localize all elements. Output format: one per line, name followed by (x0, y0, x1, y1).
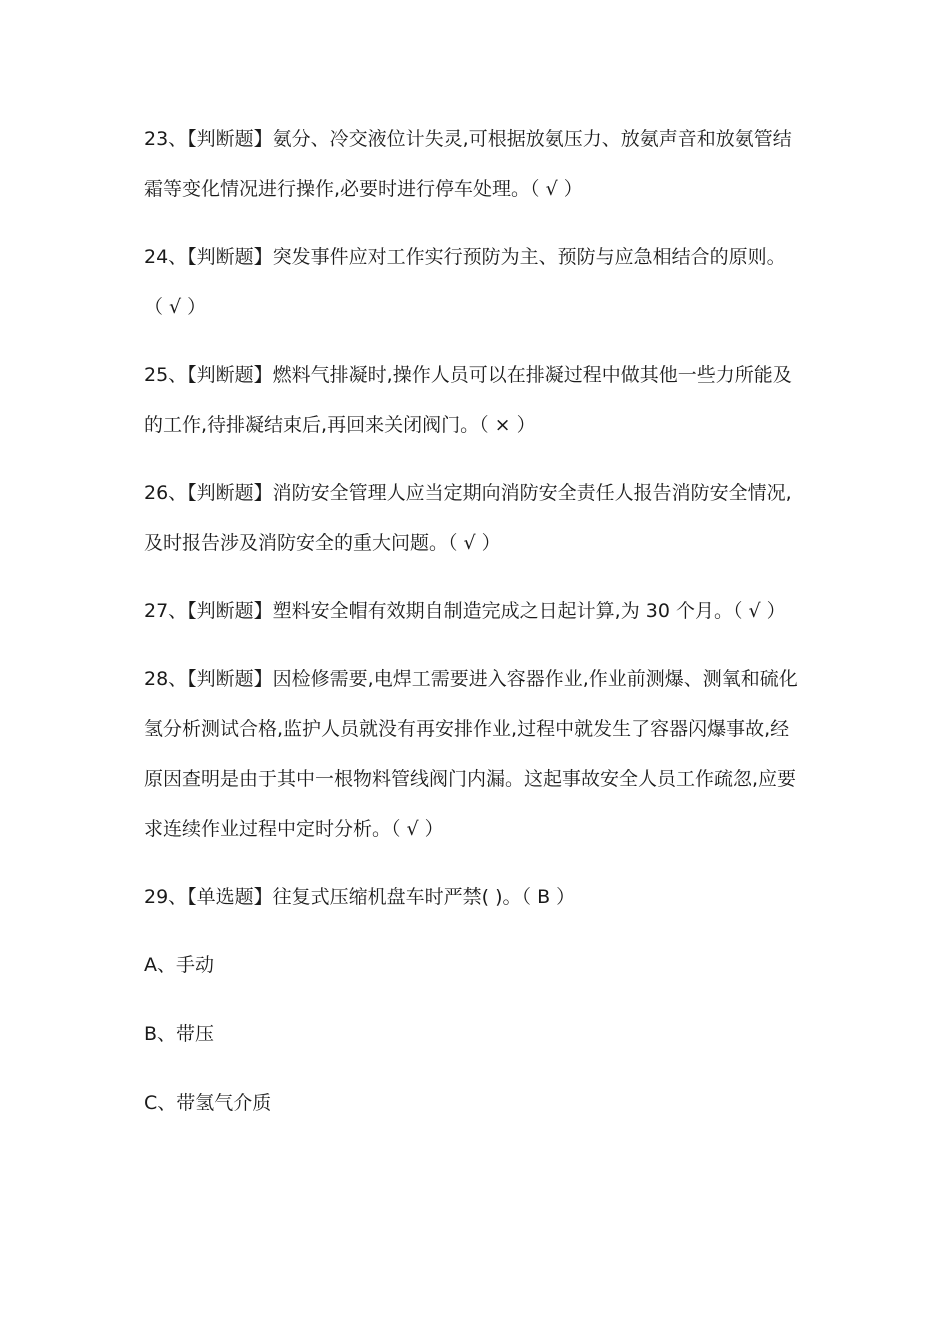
question-text-line: 的工作,待排凝结束后,再回来关闭阀门。（ × ） (144, 414, 536, 436)
question-28 (144, 654, 824, 854)
question-text-line: 23、【判断题】氨分、冷交液位计失灵,可根据放氨压力、放氨声音和放氨管结 (144, 128, 792, 150)
option-a: A、手动 (144, 954, 214, 976)
option-c: C、带氢气介质 (144, 1092, 272, 1114)
question-25 (144, 350, 824, 450)
question-text-line: 28、【判断题】因检修需要,电焊工需要进入容器作业,作业前测爆、测氧和硫化 (144, 668, 798, 690)
question-27 (144, 586, 824, 636)
question-text-line: 原因查明是由于其中一根物料管线阀门内漏。这起事故安全人员工作疏忽,应要 (144, 768, 797, 790)
question-26 (144, 468, 824, 568)
question-24 (144, 232, 824, 332)
question-text-line: （ √ ） (144, 296, 207, 318)
question-text-line: 25、【判断题】燃料气排凝时,操作人员可以在排凝过程中做其他一些力所能及 (144, 364, 792, 386)
question-text-line: 及时报告涉及消防安全的重大问题。（ √ ） (144, 532, 501, 554)
question-text-line: 29、【单选题】往复式压缩机盘车时严禁( )。（ B ） (144, 886, 576, 908)
question-text-line: 27、【判断题】塑料安全帽有效期自制造完成之日起计算,为 30 个月。（ √ ） (144, 600, 786, 622)
question-text-line: 霜等变化情况进行操作,必要时进行停车处理。（ √ ） (144, 178, 583, 200)
question-text-line: 氢分析测试合格,监护人员就没有再安排作业,过程中就发生了容器闪爆事故,经 (144, 718, 790, 740)
question-29 (144, 872, 824, 922)
question-text-line: 求连续作业过程中定时分析。（ √ ） (144, 818, 444, 840)
option-b: B、带压 (144, 1023, 215, 1045)
question-text-line: 26、【判断题】消防安全管理人应当定期向消防安全责任人报告消防安全情况, (144, 482, 792, 504)
question-23 (144, 114, 824, 214)
question-list (144, 114, 824, 1147)
question-text-line: 24、【判断题】突发事件应对工作实行预防为主、预防与应急相结合的原则。 (144, 246, 786, 268)
